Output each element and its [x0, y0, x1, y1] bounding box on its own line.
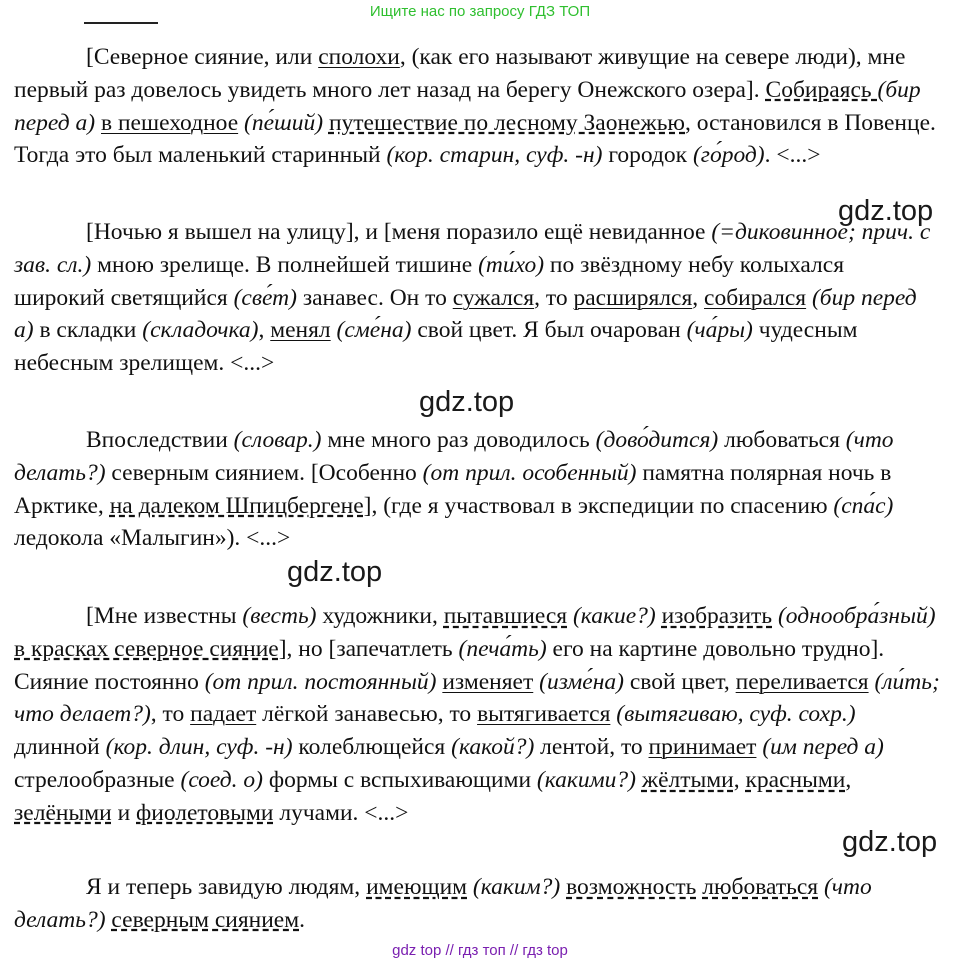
- morpheme-note: (дово́дится): [595, 427, 719, 453]
- text-run: чудесным небесным зрелищем. <...>: [14, 317, 858, 377]
- text-run: длинной: [14, 734, 106, 761]
- morpheme-note: (вытягиваю, суф. сохр.): [616, 701, 856, 728]
- marked-word: возможность: [566, 874, 697, 900]
- text-run: , то: [534, 284, 574, 311]
- text-run: . <...>: [764, 142, 821, 169]
- morpheme-note: (све́т): [233, 284, 297, 311]
- search-banner[interactable]: Ищите нас по запросу ГДЗ ТОП: [369, 3, 591, 20]
- text-run: его на картине довольно трудно]. Сияние постоянно: [14, 635, 885, 695]
- morpheme-note: (от прил. постоянный): [204, 668, 437, 695]
- morpheme-note: (го́род): [692, 142, 765, 169]
- morpheme-note: (сме́на): [336, 317, 412, 344]
- marked-word: принимает: [648, 734, 757, 761]
- morpheme-note: (от прил. особенный): [422, 459, 637, 486]
- watermark-3: gdz.top: [287, 556, 383, 588]
- paragraph-1: [14, 41, 940, 172]
- marked-word: пытавшиеся: [443, 603, 568, 629]
- text-run: формы с вспыхивающими: [262, 766, 537, 793]
- text-run: , то: [150, 701, 191, 728]
- text-run: ,: [258, 317, 271, 344]
- marked-word: вытягивается: [477, 701, 611, 728]
- morpheme-note: (какими?): [536, 766, 636, 793]
- morpheme-note: (им перед а): [762, 734, 884, 761]
- text-run: северным сиянием. [Особенно: [105, 459, 423, 486]
- marked-word: изобразить: [661, 603, 773, 629]
- morpheme-note: (пе́ший): [244, 109, 324, 136]
- marked-word: падает: [190, 701, 257, 728]
- footer-links[interactable]: gdz top // гдз топ // гдз top: [392, 942, 568, 959]
- marked-word: имеющим: [366, 874, 468, 900]
- marked-word: Собираясь: [765, 76, 878, 103]
- text-run: по звёздному небу колыхался широкий светящийся: [14, 251, 845, 311]
- text-run: , остановился в Повенце. Тогда это был маленький старинный: [14, 109, 936, 169]
- marked-word: любоваться: [702, 874, 819, 900]
- text-run: ,: [733, 766, 746, 793]
- marked-word: северным сиянием: [111, 906, 300, 933]
- morpheme-note: (спа́с): [833, 492, 894, 519]
- top-rule: [84, 22, 158, 24]
- text-run: [Северное сияние, или: [86, 44, 319, 70]
- text-run: лентой, то: [534, 734, 649, 761]
- text-run: ,: [692, 284, 705, 311]
- text-run: занавес. Он то: [296, 284, 453, 311]
- text-run: стрелообразные: [14, 766, 181, 793]
- morpheme-note: (=диковинное; прич. с зав. сл.): [14, 219, 931, 278]
- text-run: колеблющейся: [292, 734, 452, 761]
- text-run: ], (где я участвовал в экспедиции по спасению: [363, 492, 834, 519]
- morpheme-note: (бир перед а): [14, 76, 921, 136]
- text-run: Я и теперь завидую людям,: [86, 874, 367, 900]
- morpheme-note: (каким?): [472, 874, 561, 900]
- paragraph-4: [14, 600, 940, 830]
- text-run: в складки: [33, 317, 143, 344]
- morpheme-note: (складочка): [142, 317, 259, 344]
- morpheme-note: (бир перед а): [14, 284, 917, 344]
- marked-word: изменяет: [442, 668, 534, 695]
- marked-word: сужался: [452, 284, 535, 311]
- morpheme-note: (печа́ть): [458, 635, 547, 662]
- morpheme-note: (какой?): [451, 734, 535, 761]
- morpheme-note: (изме́на): [539, 668, 624, 695]
- morpheme-note: (весть): [242, 603, 317, 629]
- morpheme-note: (что делать?): [14, 874, 872, 933]
- text-run: .: [299, 906, 305, 933]
- text-run: , (как его называют живущие на севере люди), мне первый раз довелось увидеть много лет назад на берегу Онежского озера].: [14, 44, 906, 103]
- watermark-2: gdz.top: [419, 386, 515, 418]
- text-run: художники,: [316, 603, 444, 629]
- text-run: мною зрелище. В полнейшей тишине: [91, 251, 479, 278]
- text-run: Впоследствии: [86, 427, 234, 453]
- morpheme-note: (кор. старин, суф. -н): [386, 142, 603, 169]
- marked-word: расширялся: [573, 284, 693, 311]
- text-run: [Ночью я вышел на улицу], и [меня поразило ещё невиданное: [86, 219, 712, 245]
- paragraph-3: [14, 424, 940, 555]
- morpheme-note: (ти́хо): [478, 251, 545, 278]
- marked-word: в пешеходное: [101, 109, 239, 136]
- morpheme-note: (соед. о): [180, 766, 263, 793]
- marked-word: сполохи: [318, 44, 400, 70]
- text-run: [Мне известны: [86, 603, 243, 629]
- text-run: ледокола «Малыгин»). <...>: [14, 525, 291, 552]
- marked-word: красными: [745, 766, 846, 793]
- morpheme-note: (кор. длин, суф. -н): [105, 734, 293, 761]
- text-run: любоваться: [718, 427, 846, 453]
- morpheme-note: (ча́ры): [686, 317, 753, 344]
- paragraph-2: [14, 216, 940, 380]
- marked-word: на далеком Шпицбергене: [109, 492, 364, 519]
- text-run: ,: [845, 766, 852, 793]
- marked-word: зелёными: [14, 799, 112, 826]
- marked-word: переливается: [735, 668, 869, 695]
- marked-word: в красках северное сияние: [14, 635, 279, 662]
- morpheme-note: (что делать?): [14, 427, 894, 486]
- morpheme-note: (однообра́зный): [777, 603, 936, 629]
- morpheme-note: (какие?): [572, 603, 656, 629]
- text-run: свой цвет. Я был очарован: [411, 317, 687, 344]
- text-run: и: [111, 799, 137, 826]
- text-run: лёгкой занавесью, то: [256, 701, 478, 728]
- watermark-1: gdz.top: [838, 195, 934, 227]
- text-run: памятна полярная ночь в Арктике,: [14, 459, 892, 519]
- morpheme-note: (словар.): [233, 427, 322, 453]
- text-run: городок: [602, 142, 693, 169]
- watermark-4: gdz.top: [842, 826, 938, 858]
- marked-word: жёлтыми: [641, 766, 734, 793]
- text-run: лучами. <...>: [273, 799, 409, 826]
- text-run: свой цвет,: [623, 668, 736, 695]
- text-run: мне много раз доводилось: [321, 427, 596, 453]
- paragraph-5: [14, 871, 940, 937]
- marked-word: фиолетовыми: [136, 799, 274, 826]
- marked-word: собирался: [704, 284, 807, 311]
- text-run: ], но [запечатлеть: [278, 635, 459, 662]
- morpheme-note: (ли́ть; что делает?): [14, 668, 940, 728]
- marked-word: менял: [270, 317, 331, 344]
- marked-word: путешествие по лесному Заонежью: [328, 109, 685, 136]
